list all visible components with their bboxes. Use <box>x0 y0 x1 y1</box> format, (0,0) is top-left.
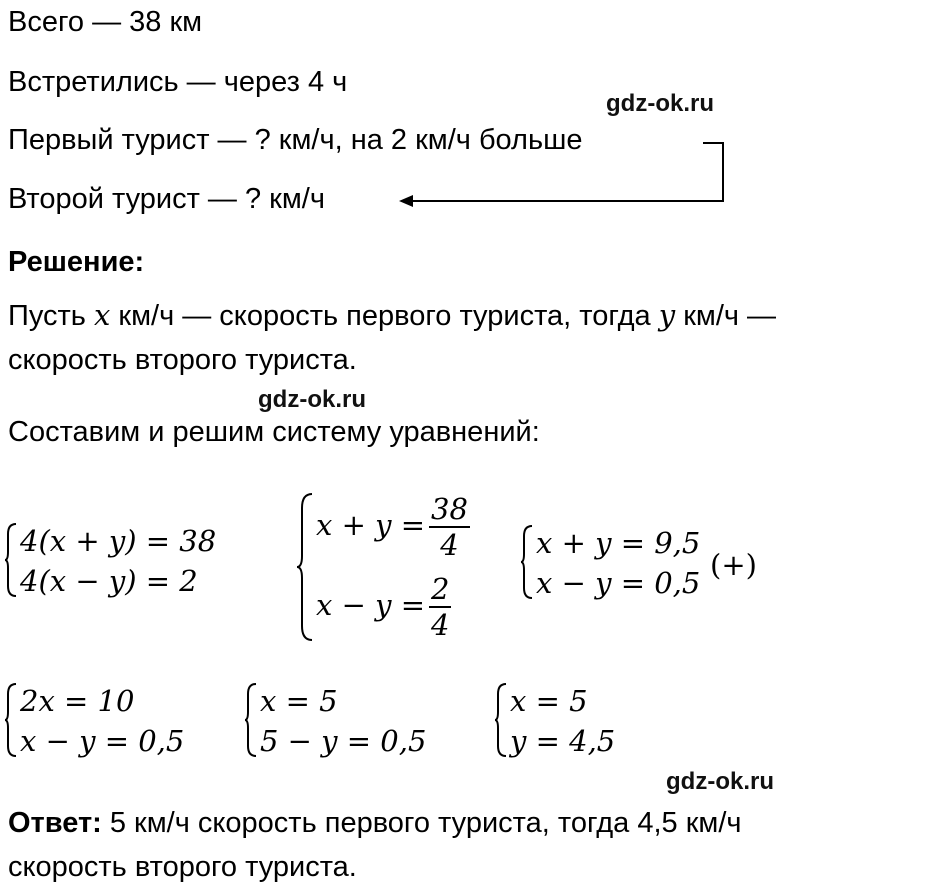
brace-icon <box>244 682 258 758</box>
let-line-2: скорость второго туриста. <box>8 344 357 376</box>
s1-eq1: 4(x + y) = 38 <box>20 524 217 558</box>
let-part2: км/ч — скорость первого туриста, тогда <box>118 300 651 332</box>
brace-icon <box>520 524 534 600</box>
s4-eq2: x − y = 0,5 <box>20 724 185 758</box>
given-second: Второй турист — ? км/ч <box>8 183 325 215</box>
s2-eq1 <box>316 492 470 562</box>
answer-line-1 <box>8 805 742 841</box>
s3-eq1: x + y = 9,5 <box>536 526 701 560</box>
let-part3: км/ч — <box>683 300 777 332</box>
solution-heading: Решение: <box>8 246 145 278</box>
brace-icon <box>4 682 18 758</box>
given-met: Встретились — через 4 ч <box>8 66 348 98</box>
s2-eq2 <box>316 572 451 642</box>
brace-icon <box>4 522 18 598</box>
let-line-1 <box>8 297 776 334</box>
s6-eq2: y = 4,5 <box>510 724 616 758</box>
answer-text-1: 5 км/ч скорость первого туриста, тогда 4,5 км/ч <box>109 807 742 839</box>
fraction-denominator: 4 <box>431 608 450 642</box>
answer-label: Ответ: <box>8 807 102 839</box>
given-first: Первый турист — ? км/ч, на 2 км/ч больше <box>8 124 583 156</box>
let-part1: Пусть <box>8 300 86 332</box>
s2-eq1-left: x + y = <box>316 508 425 542</box>
relation-arrow <box>395 135 730 215</box>
brace-icon <box>296 492 314 642</box>
fraction <box>429 572 451 642</box>
fraction-denominator: 4 <box>440 528 459 562</box>
var-x: x <box>93 298 111 332</box>
answer-line-2: скорость второго туриста. <box>8 851 357 883</box>
fraction-numerator: 2 <box>431 572 450 606</box>
s5-eq2: 5 − y = 0,5 <box>260 724 427 758</box>
given-total: Всего — 38 км <box>8 6 203 38</box>
var-y: y <box>658 298 676 332</box>
watermark: gdz-ok.ru <box>258 386 366 413</box>
fraction <box>429 492 470 562</box>
fraction-numerator: 38 <box>431 492 468 526</box>
compose-text: Составим и решим систему уравнений: <box>8 416 540 448</box>
s6-eq1: x = 5 <box>510 684 588 718</box>
watermark: gdz-ok.ru <box>606 90 714 117</box>
watermark: gdz-ok.ru <box>666 768 774 795</box>
brace-icon <box>494 682 508 758</box>
s2-eq2-left: x − y = <box>316 588 425 622</box>
s3-plus: (+) <box>710 548 757 582</box>
s4-eq1: 2x = 10 <box>20 684 135 718</box>
s5-eq1: x = 5 <box>260 684 338 718</box>
s1-eq2: 4(x − y) = 2 <box>20 564 198 598</box>
s3-eq2: x − y = 0,5 <box>536 566 701 600</box>
